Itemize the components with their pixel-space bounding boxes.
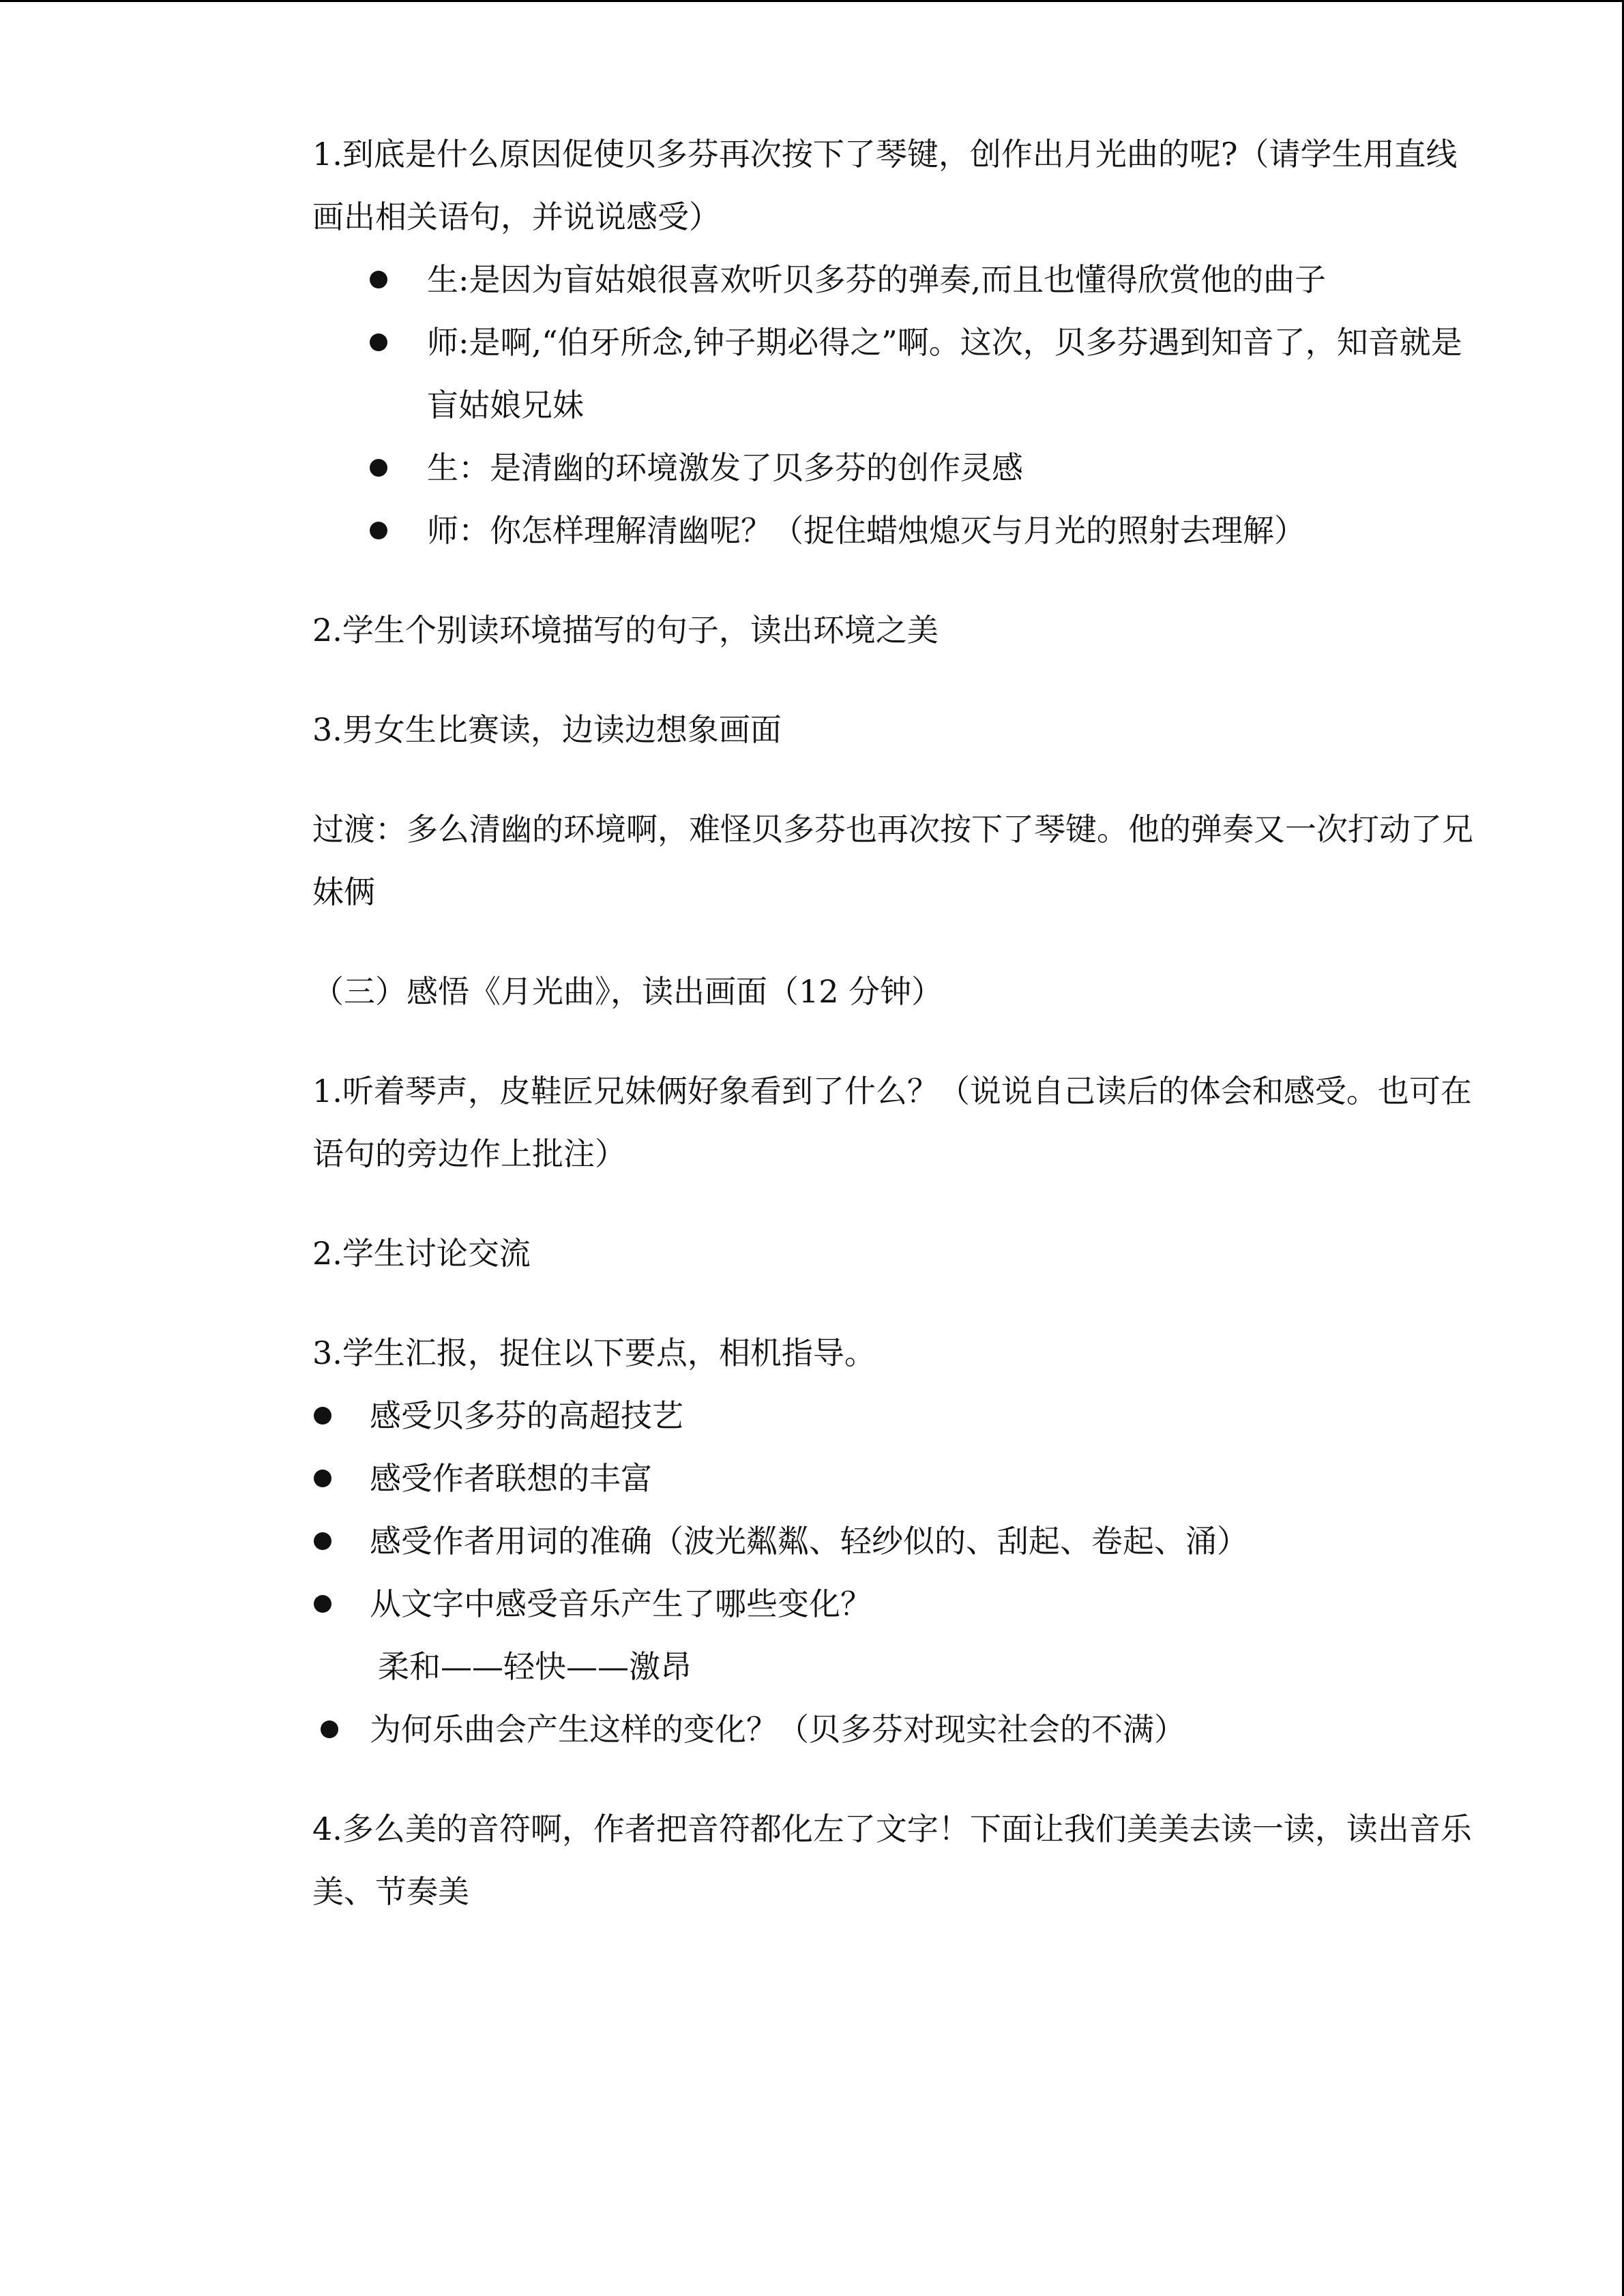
section-question-3: 3.学生汇报，捉住以下要点，相机指导。 <box>312 1335 876 1371</box>
bullet-dot-icon <box>314 1595 331 1613</box>
list-item-text: 感受作者联想的丰富 <box>370 1460 652 1497</box>
list-item <box>312 1384 1486 1447</box>
section-bullet-list-last <box>312 1698 1486 1761</box>
bullet-dot-icon <box>370 459 387 477</box>
list-item <box>312 436 1486 499</box>
bullet-dot-icon <box>314 1407 331 1425</box>
list-item <box>312 1698 1486 1761</box>
section-heading: （三）感悟《月光曲》，读出画面（12 分钟） <box>312 973 943 1010</box>
list-item <box>312 1510 1486 1572</box>
list-item-text: 师：你怎样理解清幽呢？（捉住蜡烛熄灭与月光的照射去理解） <box>427 512 1305 549</box>
list-item-text: 从文字中感受音乐产生了哪些变化？ <box>370 1585 872 1622</box>
list-item <box>312 1447 1486 1510</box>
question-1-text: 1.到底是什么原因促使贝多芬再次按下了琴键，创作出月光曲的呢?（请学生用直线画出相关语句，并说说感受） <box>312 136 1458 235</box>
bullet-dot-icon <box>314 1532 331 1550</box>
bullet-dot-icon <box>370 522 387 539</box>
list-item-text: 为何乐曲会产生这样的变化？（贝多芬对现实社会的不满） <box>370 1711 1185 1748</box>
list-item <box>312 248 1486 311</box>
list-item-text: 生：是清幽的环境激发了贝多芬的创作灵感 <box>427 449 1023 486</box>
paragraph-3: 3.男女生比赛读，边读边想象画面 <box>312 711 782 748</box>
top-border-line <box>0 0 1624 2</box>
bullet-dot-icon <box>370 271 387 288</box>
bullet-dot-icon <box>314 1470 331 1487</box>
transition-paragraph: 过渡：多么清幽的环境啊，难怪贝多芬也再次按下了琴键。他的弹奏又一次打动了兄妹俩 <box>312 811 1473 910</box>
list-item <box>312 499 1486 562</box>
list-item-text: 生:是因为盲姑娘很喜欢听贝多芬的弹奏,而且也懂得欣赏他的曲子 <box>427 261 1327 298</box>
music-change-line: 柔和——轻快——激昂 <box>378 1648 692 1685</box>
document-page <box>312 123 1486 1923</box>
paragraph-2: 2.学生个别读环境描写的句子，读出环境之美 <box>312 612 939 648</box>
section-question-2: 2.学生讨论交流 <box>312 1235 531 1272</box>
bullet-dot-icon <box>321 1720 338 1738</box>
question-1-bullet-list <box>312 248 1486 562</box>
bullet-dot-icon <box>370 333 387 351</box>
list-item-text: 师:是啊,“伯牙所念,钟子期必得之”啊。这次，贝多芬遇到知音了，知音就是盲姑娘兄妹 <box>427 324 1462 423</box>
list-item <box>312 311 1486 436</box>
section-question-1: 1.听着琴声，皮鞋匠兄妹俩好象看到了什么？（说说自己读后的体会和感受。也可在语句的旁边作上批注） <box>312 1073 1472 1172</box>
section-bullet-list <box>312 1384 1486 1635</box>
list-item-text: 感受贝多芬的高超技艺 <box>370 1397 683 1434</box>
list-item <box>312 1572 1486 1635</box>
section-question-4: 4.多么美的音符啊，作者把音符都化左了文字！下面让我们美美去读一读，读出音乐美、节奏美 <box>312 1810 1472 1910</box>
list-item-text: 感受作者用词的准确（波光粼粼、轻纱似的、刮起、卷起、涌） <box>370 1523 1248 1560</box>
